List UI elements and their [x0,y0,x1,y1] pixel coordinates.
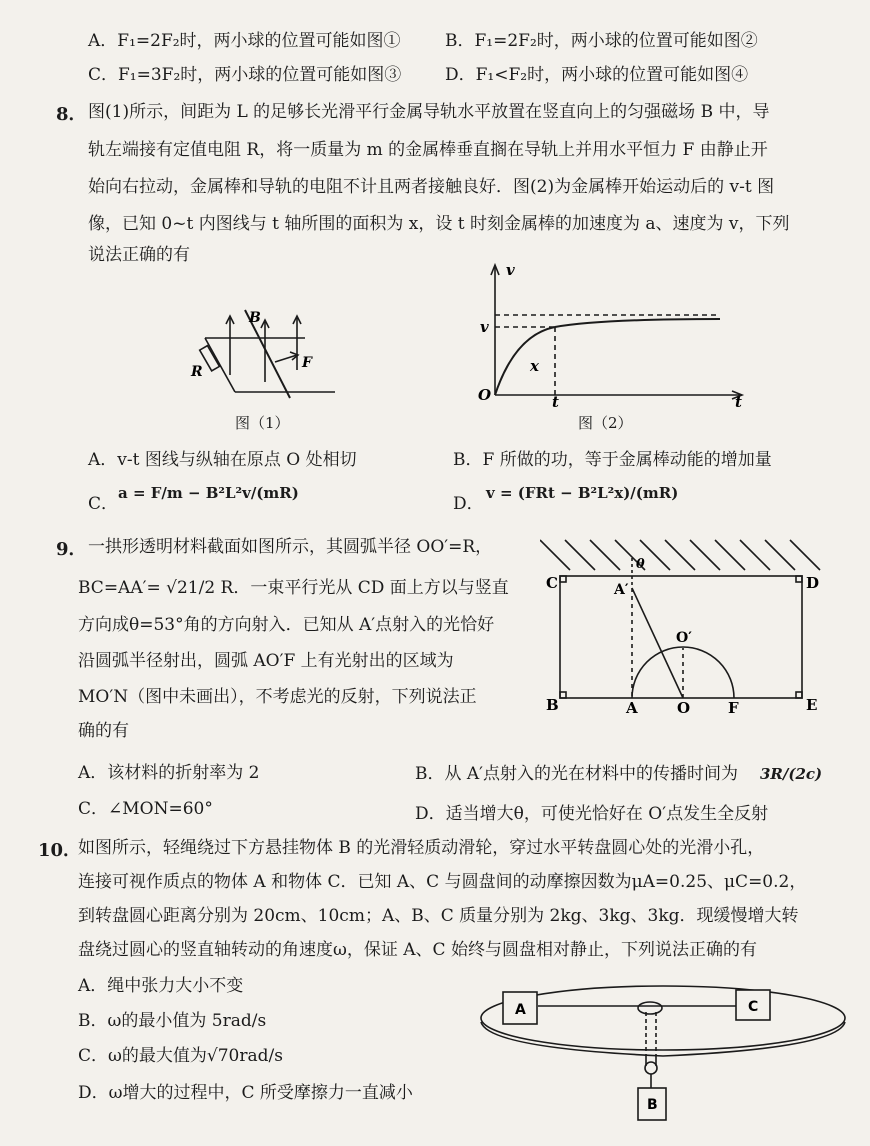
q8-number: 8． [56,104,87,125]
q8-option-a: A．v-t 图线与纵轴在原点 O 处相切 [88,450,357,470]
q9-stem-line: 沿圆弧半径射出，圆弧 AO′F 上有光射出的区域为 [78,651,454,671]
q9-label-f: F [728,699,739,717]
q9-label-b: B [546,696,559,714]
q9-stem-line: MO′N（图中未画出），不考虑光的反射，下列说法正 [78,687,477,707]
q7-option-b: B．F₁=2F₂时，两小球的位置可能如图② [445,31,758,51]
q9-label-d: D [806,574,820,592]
q9-number: 9． [56,539,87,560]
q8-fig2-origin: O [478,386,492,404]
q8-fig1-label-r: R [191,364,203,380]
q8-fig2-v-axis: v [506,261,515,279]
q9-stem-line: 方向成θ=53°角的方向射入．已知从 A′点射入的光恰好 [78,615,495,635]
q8-fig1-label-b: B [249,310,261,326]
q8-figure-2 [470,255,755,410]
q8-fig2-t-label: t [552,393,559,410]
q8-fig1-label-f: F [302,355,312,371]
q9-label-o: O [677,699,691,717]
q8-stem-line: 像，已知 0~t 内图线与 t 轴所围的面积为 x，设 t 时刻金属棒的加速度为 a、速度为 v，下列 [88,214,790,234]
q9-option-a: A．该材料的折射率为 2 [78,763,260,783]
q10-label-b: B [647,1097,658,1113]
q9-label-a-prime: A′ [614,582,629,598]
q8-figure-1 [185,300,335,405]
q9-option-d: D．适当增大θ，可使光恰好在 O′点发生全反射 [415,804,769,824]
q10-option-d: D．ω增大的过程中，C 所受摩擦力一直减小 [78,1083,413,1103]
q7-option-d: D．F₁<F₂时，两小球的位置可能如图④ [445,65,749,85]
q8-option-d-prefix: D． [453,494,484,514]
q8-stem-line: 始向右拉动，金属棒和导轨的电阻不计且两者接触良好．图(2)为金属棒开始运动后的 v-t 图 [88,177,775,197]
q10-stem-line: 盘绕过圆心的竖直轴转动的角速度ω，保证 A、C 始终与圆盘相对静止，下列说法正确的有 [78,940,757,960]
q8-fig2-t-axis: t [735,393,742,410]
q8-option-c-prefix: C． [88,494,119,514]
q10-option-c: C．ω的最大值为√70rad/s [78,1046,283,1066]
q10-option-a: A．绳中张力大小不变 [78,976,244,996]
q9-label-a: A [626,699,638,717]
q8-stem-line: 轨左端接有定值电阻 R，将一质量为 m 的金属棒垂直搁在导轨上并用水平恒力 F 由静止开 [88,140,768,160]
q8-stem-line: 说法正确的有 [88,245,190,265]
q9-stem-line: 确的有 [78,721,129,741]
q8-fig2-x-label: x [530,357,539,375]
q7-option-a: A．F₁=2F₂时，两小球的位置可能如图① [88,31,401,51]
q8-fig1-caption: 图（1） [235,414,290,432]
q10-stem-line: 到转盘圆心距离分别为 20cm、10cm；A、B、C 质量分别为 2kg、3kg、3kg．现缓慢增大转 [78,906,799,926]
q10-stem-line: 连接可视作质点的物体 A 和物体 C．已知 A、C 与圆盘间的动摩擦因数为μA=0.25、μC=0.2， [78,872,807,892]
q9-label-e: E [806,696,818,714]
q9-option-b-prefix: B．从 A′点射入的光在材料中的传播时间为 [415,764,739,784]
q10-stem-line: 如图所示，轻绳绕过下方悬挂物体 B 的光滑轻质动滑轮，穿过水平转盘圆心处的光滑小孔， [78,838,765,858]
q10-figure [478,978,848,1128]
q8-stem-line: 图(1)所示，间距为 L 的足够长光滑平行金属导轨水平放置在竖直向上的匀强磁场 B 中，导 [88,102,770,122]
q10-label-a: A [515,1002,526,1018]
q7-option-c: C．F₁=3F₂时，两小球的位置可能如图③ [88,65,402,85]
q8-option-c-formula: a = F/m − B²L²v/(mR) [118,484,299,502]
q9-option-b-formula: 3R/(2c) [760,765,823,783]
q8-option-b: B．F 所做的功，等于金属棒动能的增加量 [453,450,772,470]
q9-label-o-prime: O′ [676,630,692,646]
q10-label-c: C [748,999,759,1015]
q10-number: 10． [38,840,82,861]
q10-option-b: B．ω的最小值为 5rad/s [78,1011,267,1031]
q8-fig2-v-label: v [480,318,489,336]
q9-option-c: C．∠MON=60° [78,799,213,819]
q9-figure [540,538,840,718]
q9-stem-line: BC=AA′= √21/2 R．一束平行光从 CD 面上方以与竖直 [78,578,509,598]
q8-fig2-caption: 图（2） [578,414,633,432]
q9-stem-line: 一拱形透明材料截面如图所示，其圆弧半径 OO′=R， [88,537,493,557]
q9-label-theta: θ [636,557,645,572]
q8-option-d-formula: v = (FRt − B²L²x)/(mR) [486,484,679,502]
q9-label-c: C [546,574,558,592]
